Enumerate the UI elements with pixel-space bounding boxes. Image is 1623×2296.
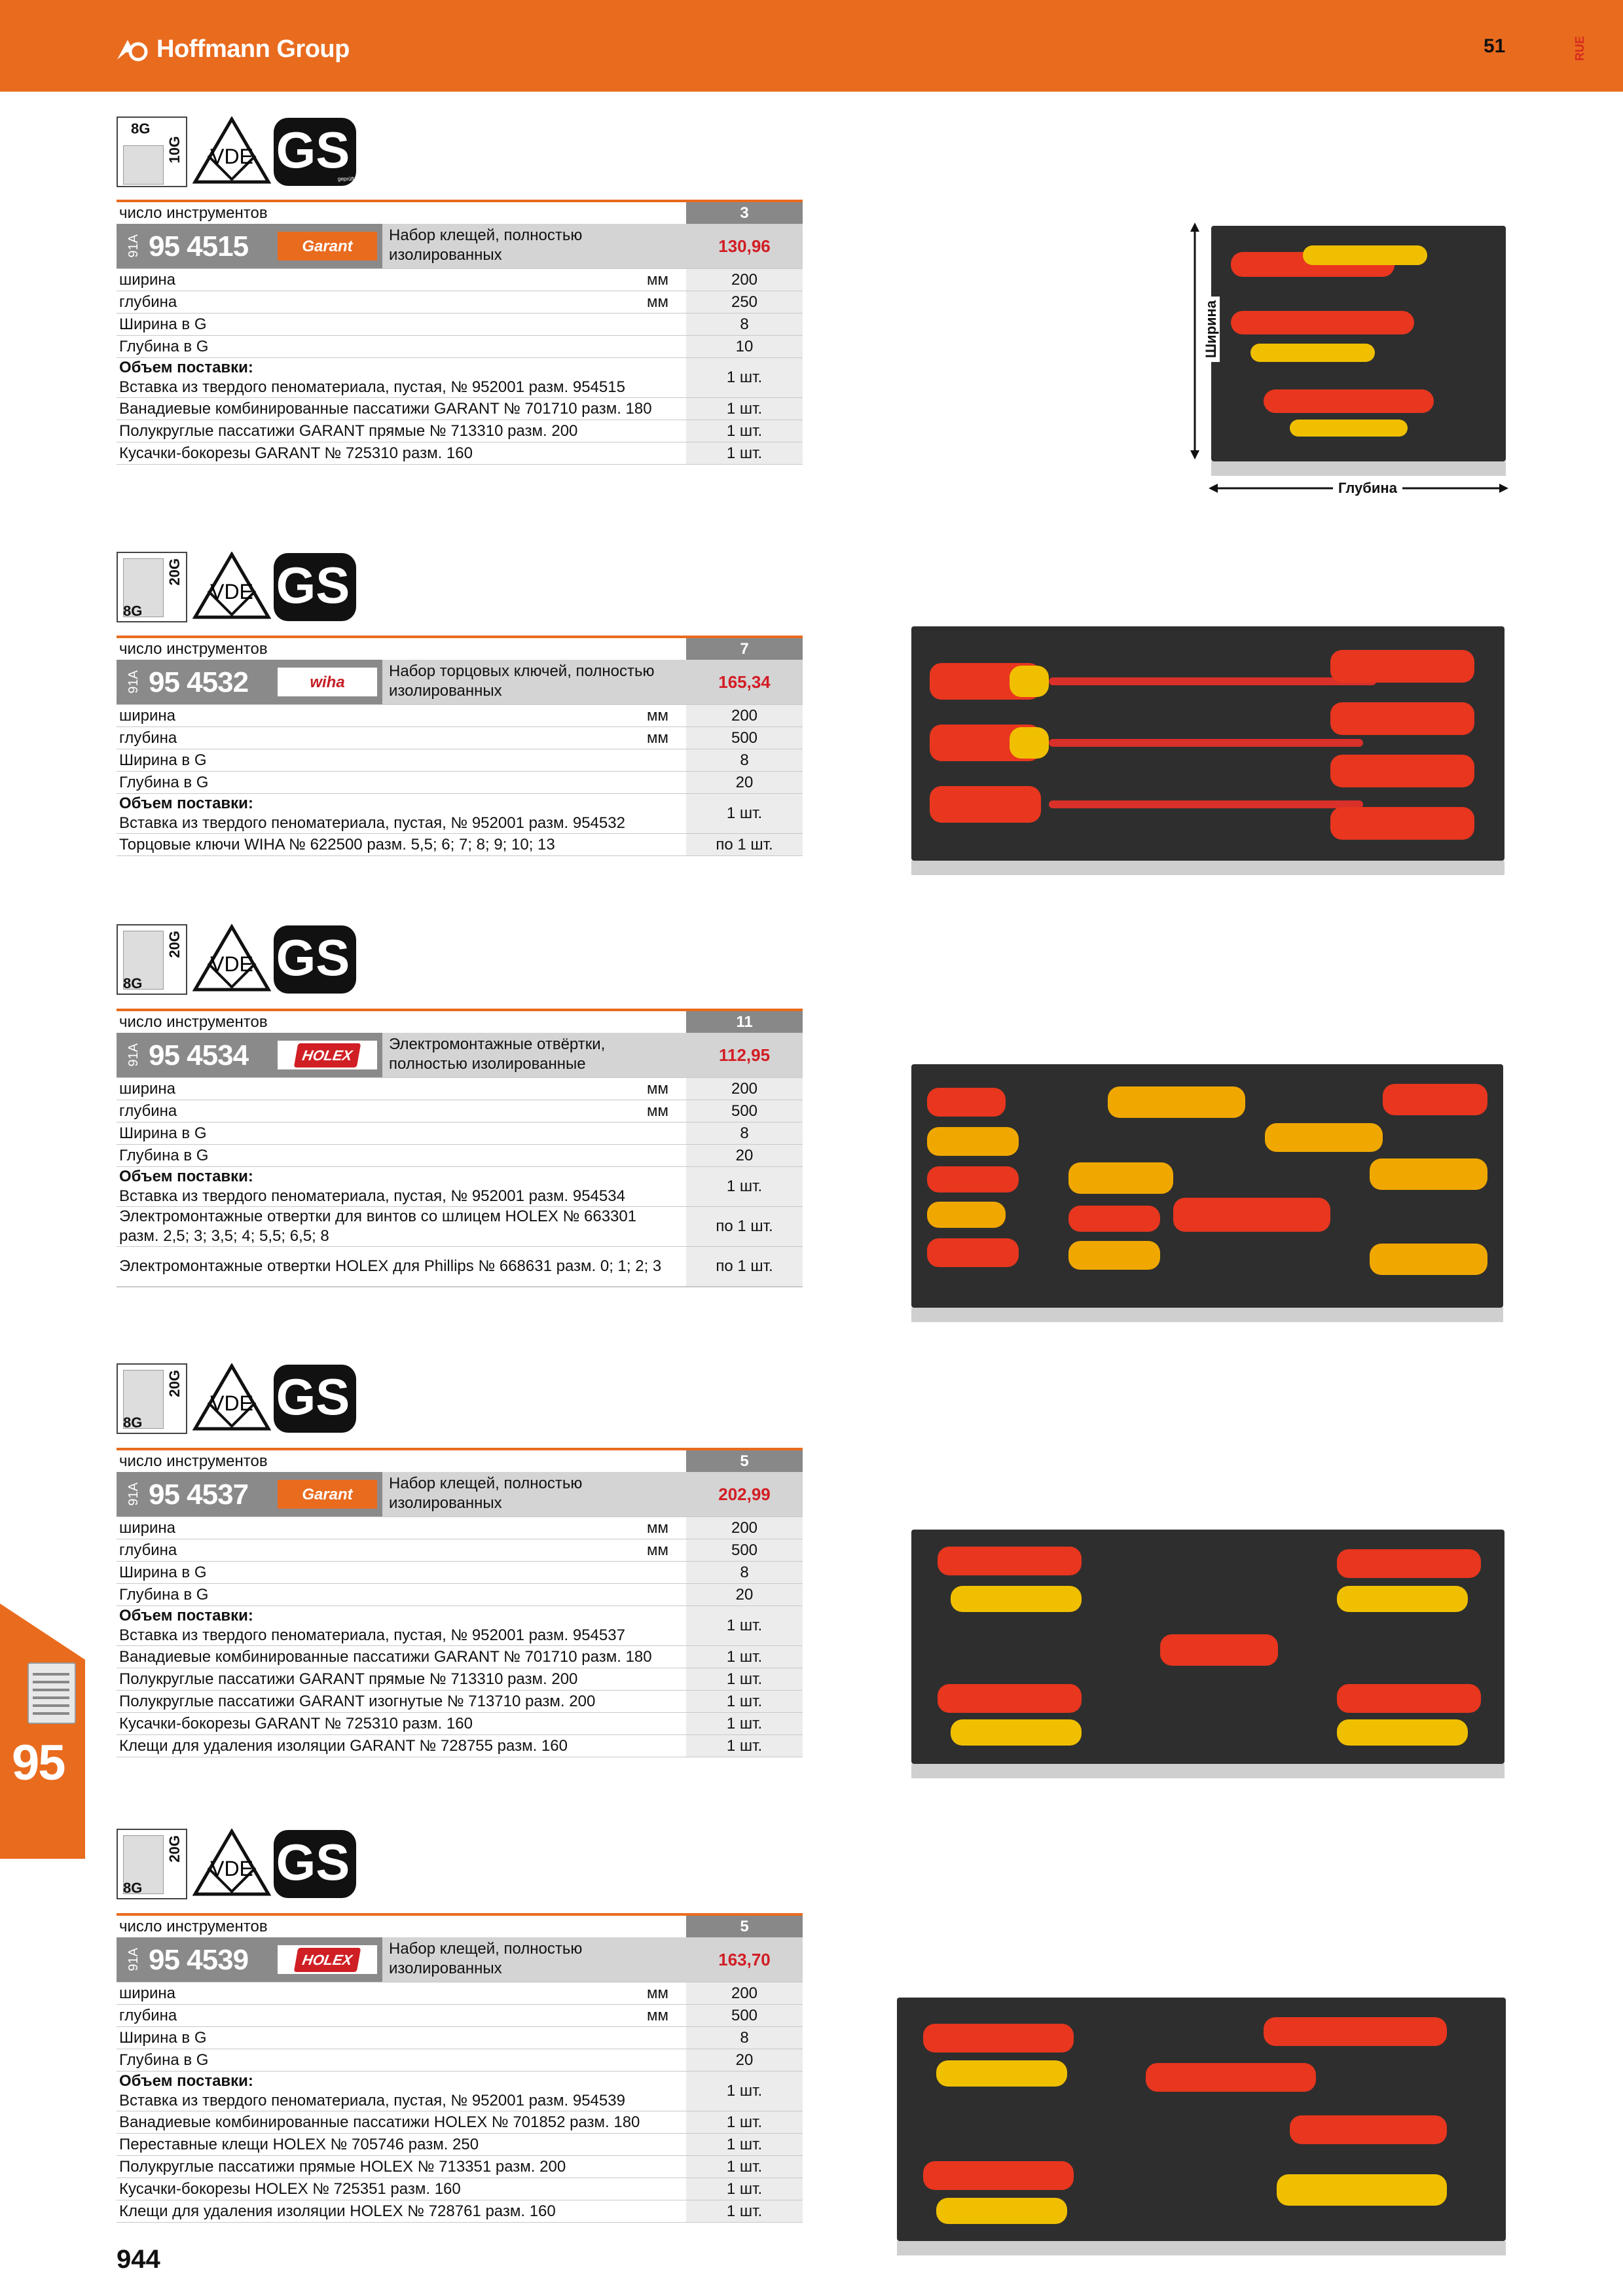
header-bar [0, 0, 1623, 92]
item-qty: 1 шт. [686, 1606, 803, 1645]
width-label: ширина [119, 271, 176, 289]
item-qty: 1 шт. [686, 2134, 803, 2155]
depth-dimension-label: Глубина [1333, 480, 1402, 497]
vde-triangle-icon [192, 1363, 271, 1434]
item-qty: 1 шт. [686, 1668, 803, 1690]
badge-row [117, 117, 357, 187]
grid-size-badge [117, 117, 187, 187]
brand-name: Hoffmann Group [156, 35, 350, 63]
product-description: Набор клещей, полностью изолированных [382, 224, 686, 268]
group-code: 91A [126, 234, 141, 258]
item-qty: 1 шт. [686, 2156, 803, 2178]
width-g-label: Ширина в G [119, 2029, 207, 2047]
item-qty: 1 шт. [686, 1167, 803, 1206]
unit-mm: мм [647, 271, 668, 289]
count-value: 5 [686, 1916, 803, 1937]
grid-width-label: 8G [123, 1880, 143, 1896]
vde-triangle-icon [192, 552, 271, 622]
unit-mm: мм [647, 1519, 668, 1537]
count-value: 3 [686, 202, 803, 224]
unit-mm: мм [647, 1984, 668, 2002]
depth-g-label: Глубина в G [119, 1586, 209, 1604]
product-table-954532 [117, 636, 803, 856]
item-text: Торцовые ключи WIHA № 622500 разм. 5,5; 6; 7; 8; 9; 10; 13 [119, 836, 555, 853]
item-text: Полукруглые пассатижи GARANT изогнутые № 713710 разм. 200 [119, 1693, 596, 1710]
count-label: число инструментов [119, 1918, 268, 1935]
scope-label: Объем поставки: [119, 1168, 253, 1185]
price: 130,96 [686, 224, 803, 268]
count-value: 11 [686, 1011, 803, 1033]
garant-logo [278, 232, 377, 260]
unit-mm: мм [647, 707, 668, 725]
item-text: Ванадиевые комбинированные пассатижи HOLEX № 701852 разм. 180 [119, 2113, 640, 2131]
grid-size-badge [117, 1363, 187, 1434]
product-description: Электромонтажные отвёртки, полностью изолированные [382, 1033, 686, 1077]
language-code: RUE [1573, 36, 1586, 62]
item-qty: 1 шт. [686, 420, 803, 442]
width-g-value: 8 [686, 1562, 803, 1583]
product-header-row[interactable] [117, 1033, 803, 1078]
width-g-label: Ширина в G [119, 751, 207, 769]
price: 202,99 [686, 1472, 803, 1516]
gs-mark-icon [272, 117, 357, 187]
garant-logo [278, 1480, 377, 1509]
badge-row [117, 1829, 357, 1899]
page-number-bottom: 944 [117, 2245, 160, 2274]
article-number[interactable]: 95 4537 [149, 1478, 249, 1511]
product-description: Набор торцовых ключей, полностью изолированных [382, 660, 686, 704]
product-photo-954537 [911, 1530, 1504, 1764]
product-description: Набор клещей, полностью изолированных [382, 1937, 686, 1982]
grid-depth-label: 20G [166, 1370, 183, 1397]
scope-label: Объем поставки: [119, 2072, 253, 2090]
unit-mm: мм [647, 729, 668, 747]
depth-label: глубина [119, 729, 177, 747]
badge-row [117, 1363, 357, 1434]
item-text: Вставка из твердого пеноматериала, пустая, № 952001 разм. 954534 [119, 1187, 625, 1205]
depth-g-label: Глубина в G [119, 774, 209, 791]
gs-mark-icon [272, 552, 357, 622]
grid-size-badge [117, 552, 187, 622]
depth-value: 250 [686, 291, 803, 313]
depth-value: 500 [686, 2005, 803, 2026]
vde-triangle-icon [192, 1829, 271, 1899]
unit-mm: мм [647, 1541, 668, 1559]
item-text: Кусачки-бокорезы HOLEX № 725351 разм. 160 [119, 2180, 461, 2198]
brand-label: HOLEX [294, 1948, 361, 1972]
scope-label: Объем поставки: [119, 359, 253, 376]
item-text: Электромонтажные отвертки HOLEX для Phillips № 668631 разм. 0; 1; 2; 3 [119, 1257, 662, 1275]
product-header-row[interactable] [117, 1472, 803, 1517]
svg-text:GS: GS [276, 929, 350, 986]
grid-depth-label: 10G [166, 136, 183, 164]
item-text: Полукруглые пассатижи прямые HOLEX № 713351 разм. 200 [119, 2158, 566, 2176]
vde-triangle-icon [192, 924, 271, 995]
svg-text:GS: GS [276, 121, 350, 179]
gs-mark-icon [272, 1363, 357, 1434]
svg-text:VDE: VDE [210, 145, 253, 168]
price: 163,70 [686, 1937, 803, 1982]
brand-logo[interactable] [115, 33, 350, 65]
grid-width-label: 8G [131, 120, 151, 137]
width-value: 200 [686, 1517, 803, 1539]
width-g-label: Ширина в G [119, 1564, 207, 1581]
grid-size-badge [117, 924, 187, 995]
product-photo-954534 [911, 1064, 1503, 1308]
wiha-logo [278, 668, 377, 696]
article-number[interactable]: 95 4532 [149, 666, 249, 698]
item-qty: 1 шт. [686, 1735, 803, 1757]
hoffmann-logo-icon [115, 36, 151, 62]
item-qty: 1 шт. [686, 2178, 803, 2200]
unit-mm: мм [647, 1102, 668, 1120]
holex-logo [278, 1945, 377, 1974]
width-value: 200 [686, 1982, 803, 2004]
grid-width-label: 8G [123, 1414, 143, 1431]
item-qty: 1 шт. [686, 2200, 803, 2222]
width-g-value: 8 [686, 1122, 803, 1144]
product-header-row[interactable] [117, 660, 803, 705]
scope-label: Объем поставки: [119, 1607, 253, 1624]
item-qty: 1 шт. [686, 2111, 803, 2133]
gs-mark-icon [272, 1829, 357, 1899]
item-qty: 1 шт. [686, 442, 803, 464]
item-qty: 1 шт. [686, 398, 803, 420]
item-qty: по 1 шт. [686, 834, 803, 855]
count-value: 7 [686, 638, 803, 660]
product-photo-954539 [897, 1998, 1506, 2241]
item-text: Электромонтажные отвертки для винтов со шлицем HOLEX № 663301 разм. 2,5; 3; 3,5; 4; 5,5; 6,5; 8 [119, 1208, 637, 1245]
group-code: 91A [126, 1948, 141, 1971]
count-label: число инструментов [119, 1013, 268, 1031]
width-label: ширина [119, 707, 176, 725]
item-qty: по 1 шт. [686, 1247, 803, 1286]
item-qty: 1 шт. [686, 794, 803, 833]
price: 165,34 [686, 660, 803, 704]
depth-g-value: 20 [686, 1145, 803, 1166]
item-text: Вставка из твердого пеноматериала, пустая, № 952001 разм. 954532 [119, 814, 625, 832]
item-text: Ванадиевые комбинированные пассатижи GARANT № 701710 разм. 180 [119, 1648, 652, 1666]
count-label: число инструментов [119, 640, 268, 658]
product-table-954534 [117, 1009, 803, 1287]
item-text: Вставка из твердого пеноматериала, пустая, № 952001 разм. 954537 [119, 1626, 625, 1644]
depth-label: глубина [119, 1541, 177, 1559]
width-g-value: 8 [686, 314, 803, 335]
width-label: ширина [119, 1984, 176, 2002]
tool-trolley-icon [27, 1662, 76, 1724]
depth-label: глубина [119, 1102, 177, 1120]
item-qty: 1 шт. [686, 1691, 803, 1712]
scope-label: Объем поставки: [119, 795, 253, 812]
grid-width-label: 8G [123, 603, 143, 619]
item-text: Полукруглые пассатижи GARANT прямые № 713310 разм. 200 [119, 1670, 578, 1688]
product-table-954539 [117, 1913, 803, 2223]
item-qty: 1 шт. [686, 2072, 803, 2111]
item-text: Переставные клещи HOLEX № 705746 разм. 250 [119, 2136, 479, 2153]
article-number[interactable]: 95 4539 [149, 1943, 249, 1976]
depth-g-value: 10 [686, 336, 803, 357]
width-value: 200 [686, 705, 803, 726]
svg-text:GS: GS [276, 1833, 350, 1891]
svg-text:GS: GS [276, 1368, 350, 1426]
depth-g-value: 20 [686, 2049, 803, 2071]
width-g-value: 8 [686, 2027, 803, 2049]
depth-value: 500 [686, 727, 803, 749]
item-text: Полукруглые пассатижи GARANT прямые № 713310 разм. 200 [119, 422, 578, 440]
product-photo-954532 [911, 626, 1504, 861]
depth-g-label: Глубина в G [119, 338, 209, 355]
item-qty: по 1 шт. [686, 1207, 803, 1246]
width-g-value: 8 [686, 749, 803, 771]
depth-label: глубина [119, 293, 177, 311]
svg-text:VDE: VDE [210, 952, 253, 976]
width-g-label: Ширина в G [119, 315, 207, 333]
product-table-954537 [117, 1448, 803, 1757]
grid-size-badge [117, 1829, 187, 1899]
badge-row [117, 552, 357, 622]
width-label: ширина [119, 1080, 176, 1098]
item-text: Вставка из твердого пеноматериала, пустая, № 952001 разм. 954515 [119, 378, 625, 396]
svg-text:VDE: VDE [210, 1391, 253, 1415]
price: 112,95 [686, 1033, 803, 1077]
group-code: 91A [126, 670, 141, 694]
item-text: Клещи для удаления изоляции GARANT № 728755 разм. 160 [119, 1737, 568, 1755]
svg-text:VDE: VDE [210, 1857, 253, 1880]
product-header-row[interactable] [117, 1937, 803, 1982]
item-qty: 1 шт. [686, 1646, 803, 1668]
grid-depth-label: 20G [166, 931, 183, 958]
depth-label: глубина [119, 2007, 177, 2024]
width-dimension-label: Ширина [1203, 296, 1220, 362]
gs-mark-icon [272, 924, 357, 995]
depth-value: 500 [686, 1100, 803, 1122]
depth-g-value: 20 [686, 772, 803, 793]
dimension-arrows [1165, 223, 1558, 497]
width-value: 200 [686, 269, 803, 291]
item-text: Ванадиевые комбинированные пассатижи GARANT № 701710 разм. 180 [119, 400, 652, 418]
item-text: Кусачки-бокорезы GARANT № 725310 разм. 160 [119, 444, 473, 462]
width-label: ширина [119, 1519, 176, 1537]
product-description: Набор клещей, полностью изолированных [382, 1472, 686, 1516]
width-g-label: Ширина в G [119, 1124, 207, 1142]
width-value: 200 [686, 1078, 803, 1100]
count-label: число инструментов [119, 204, 268, 222]
svg-text:GS: GS [276, 556, 350, 614]
count-label: число инструментов [119, 1452, 268, 1470]
product-table-954515 [117, 200, 803, 465]
item-qty: 1 шт. [686, 358, 803, 397]
unit-mm: мм [647, 293, 668, 311]
depth-g-value: 20 [686, 1584, 803, 1605]
brand-label: HOLEX [294, 1043, 361, 1067]
depth-g-label: Глубина в G [119, 1147, 209, 1164]
article-number[interactable]: 95 4515 [149, 230, 249, 262]
item-qty: 1 шт. [686, 1713, 803, 1734]
badge-row [117, 924, 357, 995]
unit-mm: мм [647, 2007, 668, 2024]
article-number[interactable]: 95 4534 [149, 1039, 249, 1071]
product-header-row[interactable] [117, 224, 803, 269]
svg-text:geprüfte: geprüfte [338, 176, 357, 182]
page-number-top: 51 [1484, 35, 1506, 57]
group-code: 91A [126, 1043, 141, 1067]
holex-logo [278, 1041, 377, 1069]
vde-triangle-icon [192, 117, 271, 187]
count-row [117, 202, 803, 224]
grid-width-label: 8G [123, 975, 143, 992]
section-tab [0, 1604, 85, 1859]
svg-text:VDE: VDE [210, 580, 253, 603]
brand-label: Garant [302, 1485, 353, 1503]
section-number: 95 [12, 1735, 65, 1791]
count-value: 5 [686, 1450, 803, 1472]
item-text: Кусачки-бокорезы GARANT № 725310 разм. 160 [119, 1715, 473, 1732]
item-text: Клещи для удаления изоляции HOLEX № 728761 разм. 160 [119, 2202, 556, 2220]
brand-label: wiha [310, 673, 345, 691]
brand-label: Garant [302, 237, 353, 255]
group-code: 91A [126, 1482, 141, 1506]
depth-value: 500 [686, 1539, 803, 1561]
item-text: Вставка из твердого пеноматериала, пустая, № 952001 разм. 954539 [119, 2092, 625, 2109]
unit-mm: мм [647, 1080, 668, 1098]
grid-depth-label: 20G [166, 558, 183, 586]
grid-depth-label: 20G [166, 1835, 183, 1863]
depth-g-label: Глубина в G [119, 2051, 209, 2069]
